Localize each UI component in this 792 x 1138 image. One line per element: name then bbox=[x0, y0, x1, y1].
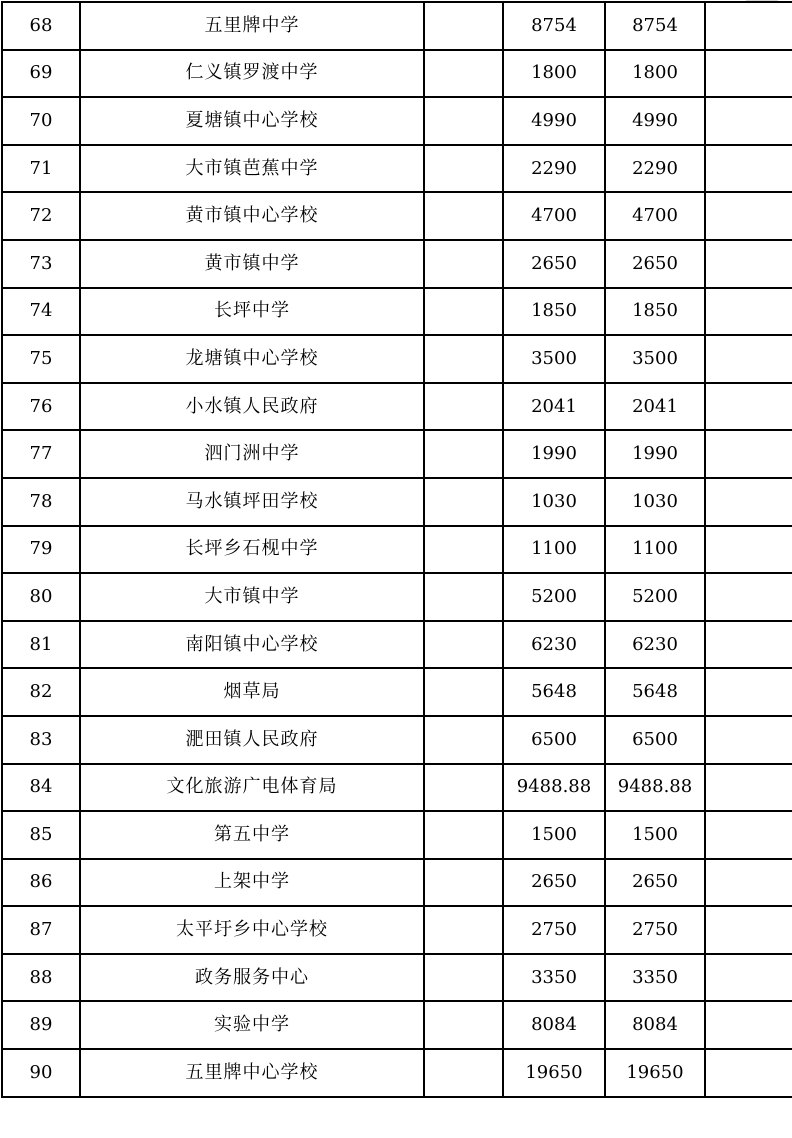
remark-cell bbox=[705, 1001, 792, 1049]
row-number-cell: 85 bbox=[2, 811, 80, 859]
blank-cell bbox=[424, 335, 503, 383]
amount-cell-2: 2750 bbox=[605, 906, 705, 954]
amount-cell-2: 1030 bbox=[605, 478, 705, 526]
amount-cell-2: 8084 bbox=[605, 1001, 705, 1049]
unit-name-cell: 黄市镇中心学校 bbox=[80, 192, 424, 240]
unit-name-cell: 政务服务中心 bbox=[80, 954, 424, 1002]
unit-name-cell: 夏塘镇中心学校 bbox=[80, 97, 424, 145]
row-number-cell: 74 bbox=[2, 288, 80, 336]
table-row bbox=[2, 192, 792, 240]
remark-cell bbox=[705, 145, 792, 193]
row-number-cell: 73 bbox=[2, 240, 80, 288]
row-number-cell: 69 bbox=[2, 50, 80, 98]
amount-cell: 1850 bbox=[503, 288, 605, 336]
table-row bbox=[2, 50, 792, 98]
amount-cell-2: 1100 bbox=[605, 526, 705, 574]
remark-cell bbox=[705, 288, 792, 336]
amount-cell: 1100 bbox=[503, 526, 605, 574]
amount-cell: 8754 bbox=[503, 2, 605, 50]
unit-name-cell: 泗门洲中学 bbox=[80, 430, 424, 478]
blank-cell bbox=[424, 1049, 503, 1097]
table-row bbox=[2, 288, 792, 336]
remark-cell bbox=[705, 335, 792, 383]
row-number-cell: 78 bbox=[2, 478, 80, 526]
amount-cell-2: 1850 bbox=[605, 288, 705, 336]
row-number-cell: 82 bbox=[2, 668, 80, 716]
row-number-cell: 68 bbox=[2, 2, 80, 50]
table-row bbox=[2, 478, 792, 526]
remark-cell bbox=[705, 764, 792, 812]
unit-name-cell: 大市镇中学 bbox=[80, 573, 424, 621]
blank-cell bbox=[424, 573, 503, 621]
amount-cell-2: 19650 bbox=[605, 1049, 705, 1097]
blank-cell bbox=[424, 621, 503, 669]
amount-cell: 4700 bbox=[503, 192, 605, 240]
remark-cell bbox=[705, 2, 792, 50]
row-number-cell: 76 bbox=[2, 383, 80, 431]
remark-cell bbox=[705, 526, 792, 574]
unit-name-cell: 南阳镇中心学校 bbox=[80, 621, 424, 669]
table-row bbox=[2, 859, 792, 907]
unit-name-cell: 五里牌中学 bbox=[80, 2, 424, 50]
table-row bbox=[2, 97, 792, 145]
amount-cell: 5200 bbox=[503, 573, 605, 621]
unit-name-cell: 太平圩乡中心学校 bbox=[80, 906, 424, 954]
blank-cell bbox=[424, 145, 503, 193]
amount-cell-2: 3350 bbox=[605, 954, 705, 1002]
remark-cell bbox=[705, 859, 792, 907]
unit-name-cell: 大市镇芭蕉中学 bbox=[80, 145, 424, 193]
amount-cell-2: 2290 bbox=[605, 145, 705, 193]
remark-cell bbox=[705, 50, 792, 98]
row-number-cell: 88 bbox=[2, 954, 80, 1002]
table-row bbox=[2, 811, 792, 859]
blank-cell bbox=[424, 526, 503, 574]
amount-cell-2: 1500 bbox=[605, 811, 705, 859]
remark-cell bbox=[705, 1049, 792, 1097]
amount-cell: 5648 bbox=[503, 668, 605, 716]
amount-cell: 1500 bbox=[503, 811, 605, 859]
amount-cell-2: 5648 bbox=[605, 668, 705, 716]
unit-name-cell: 实验中学 bbox=[80, 1001, 424, 1049]
amount-cell: 3350 bbox=[503, 954, 605, 1002]
amount-cell-2: 4700 bbox=[605, 192, 705, 240]
amount-cell: 8084 bbox=[503, 1001, 605, 1049]
row-number-cell: 90 bbox=[2, 1049, 80, 1097]
amount-cell: 3500 bbox=[503, 335, 605, 383]
table-row bbox=[2, 954, 792, 1002]
unit-name-cell: 上架中学 bbox=[80, 859, 424, 907]
table-row bbox=[2, 526, 792, 574]
unit-name-cell: 淝田镇人民政府 bbox=[80, 716, 424, 764]
table-row bbox=[2, 906, 792, 954]
remark-cell bbox=[705, 954, 792, 1002]
table-row bbox=[2, 240, 792, 288]
amount-cell-2: 2650 bbox=[605, 240, 705, 288]
blank-cell bbox=[424, 906, 503, 954]
amount-cell-2: 9488.88 bbox=[605, 764, 705, 812]
unit-name-cell: 仁义镇罗渡中学 bbox=[80, 50, 424, 98]
blank-cell bbox=[424, 288, 503, 336]
blank-cell bbox=[424, 1001, 503, 1049]
blank-cell bbox=[424, 240, 503, 288]
table-row bbox=[2, 335, 792, 383]
row-number-cell: 72 bbox=[2, 192, 80, 240]
remark-cell bbox=[705, 906, 792, 954]
blank-cell bbox=[424, 2, 503, 50]
table-row bbox=[2, 716, 792, 764]
unit-name-cell: 黄市镇中学 bbox=[80, 240, 424, 288]
row-number-cell: 83 bbox=[2, 716, 80, 764]
unit-name-cell: 文化旅游广电体育局 bbox=[80, 764, 424, 812]
table-body bbox=[2, 2, 792, 1097]
remark-cell bbox=[705, 621, 792, 669]
amount-cell: 9488.88 bbox=[503, 764, 605, 812]
unit-name-cell: 龙塘镇中心学校 bbox=[80, 335, 424, 383]
unit-name-cell: 长坪乡石枧中学 bbox=[80, 526, 424, 574]
amount-cell: 4990 bbox=[503, 97, 605, 145]
remark-cell bbox=[705, 383, 792, 431]
remark-cell bbox=[705, 192, 792, 240]
blank-cell bbox=[424, 716, 503, 764]
amount-cell: 2650 bbox=[503, 240, 605, 288]
row-number-cell: 75 bbox=[2, 335, 80, 383]
unit-name-cell: 第五中学 bbox=[80, 811, 424, 859]
amount-cell-2: 4990 bbox=[605, 97, 705, 145]
row-number-cell: 86 bbox=[2, 859, 80, 907]
remark-cell bbox=[705, 668, 792, 716]
table-row bbox=[2, 383, 792, 431]
blank-cell bbox=[424, 97, 503, 145]
table-row bbox=[2, 1001, 792, 1049]
row-number-cell: 84 bbox=[2, 764, 80, 812]
blank-cell bbox=[424, 811, 503, 859]
row-number-cell: 77 bbox=[2, 430, 80, 478]
amount-cell: 1990 bbox=[503, 430, 605, 478]
blank-cell bbox=[424, 478, 503, 526]
remark-cell bbox=[705, 97, 792, 145]
amount-cell-2: 2041 bbox=[605, 383, 705, 431]
row-number-cell: 80 bbox=[2, 573, 80, 621]
blank-cell bbox=[424, 50, 503, 98]
remark-cell bbox=[705, 240, 792, 288]
table-row bbox=[2, 2, 792, 50]
unit-name-cell: 长坪中学 bbox=[80, 288, 424, 336]
remark-cell bbox=[705, 430, 792, 478]
table-row bbox=[2, 764, 792, 812]
blank-cell bbox=[424, 668, 503, 716]
amount-cell: 2290 bbox=[503, 145, 605, 193]
table-row bbox=[2, 621, 792, 669]
data-table bbox=[1, 1, 792, 1098]
amount-cell: 2650 bbox=[503, 859, 605, 907]
amount-cell-2: 1990 bbox=[605, 430, 705, 478]
blank-cell bbox=[424, 192, 503, 240]
amount-cell: 1030 bbox=[503, 478, 605, 526]
row-number-cell: 81 bbox=[2, 621, 80, 669]
blank-cell bbox=[424, 383, 503, 431]
amount-cell: 2750 bbox=[503, 906, 605, 954]
row-number-cell: 70 bbox=[2, 97, 80, 145]
amount-cell-2: 8754 bbox=[605, 2, 705, 50]
amount-cell-2: 2650 bbox=[605, 859, 705, 907]
table-row bbox=[2, 573, 792, 621]
amount-cell: 19650 bbox=[503, 1049, 605, 1097]
unit-name-cell: 五里牌中心学校 bbox=[80, 1049, 424, 1097]
amount-cell-2: 3500 bbox=[605, 335, 705, 383]
amount-cell: 6500 bbox=[503, 716, 605, 764]
blank-cell bbox=[424, 954, 503, 1002]
row-number-cell: 87 bbox=[2, 906, 80, 954]
amount-cell-2: 5200 bbox=[605, 573, 705, 621]
amount-cell: 2041 bbox=[503, 383, 605, 431]
amount-cell-2: 6500 bbox=[605, 716, 705, 764]
amount-cell: 1800 bbox=[503, 50, 605, 98]
unit-name-cell: 小水镇人民政府 bbox=[80, 383, 424, 431]
row-number-cell: 79 bbox=[2, 526, 80, 574]
table-row bbox=[2, 430, 792, 478]
amount-cell-2: 1800 bbox=[605, 50, 705, 98]
blank-cell bbox=[424, 430, 503, 478]
table-row bbox=[2, 1049, 792, 1097]
remark-cell bbox=[705, 478, 792, 526]
remark-cell bbox=[705, 573, 792, 621]
amount-cell: 6230 bbox=[503, 621, 605, 669]
unit-name-cell: 烟草局 bbox=[80, 668, 424, 716]
row-number-cell: 89 bbox=[2, 1001, 80, 1049]
remark-cell bbox=[705, 811, 792, 859]
blank-cell bbox=[424, 859, 503, 907]
table-row bbox=[2, 668, 792, 716]
unit-name-cell: 马水镇坪田学校 bbox=[80, 478, 424, 526]
blank-cell bbox=[424, 764, 503, 812]
table-row bbox=[2, 145, 792, 193]
remark-cell bbox=[705, 716, 792, 764]
amount-cell-2: 6230 bbox=[605, 621, 705, 669]
row-number-cell: 71 bbox=[2, 145, 80, 193]
